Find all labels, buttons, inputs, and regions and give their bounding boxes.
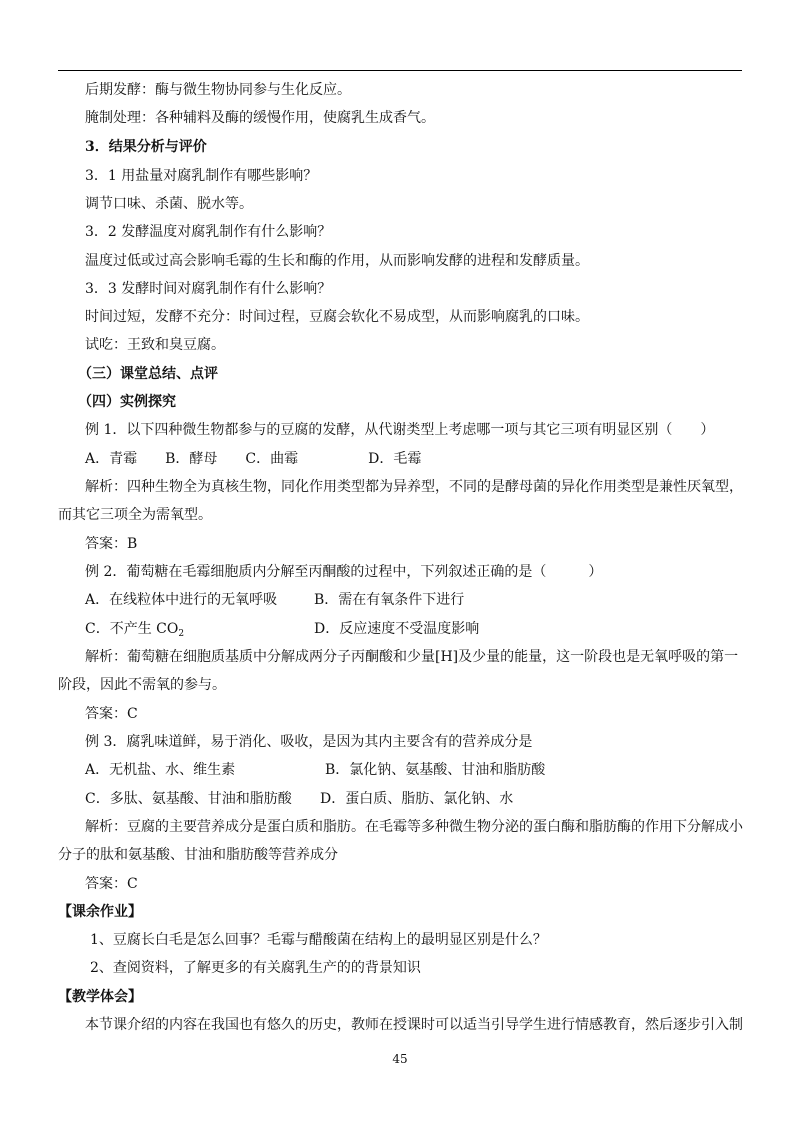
header-rule [58,70,742,71]
text-line: 解析：葡萄糖在细胞质基质中分解成两分子丙酮酸和少量[H]及少量的能量，这一阶段也是无氧呼吸的第一 [85,649,739,665]
text-line: 调节口味、杀菌、脱水等。 [85,196,253,212]
option-text: C．不产生 CO [85,621,179,637]
text-line: 分子的肽和氨基酸、甘油和脂肪酸等营养成分 [58,847,338,863]
text-line: 温度过低或过高会影响毛霉的生长和酶的作用，从而影响发酵的进程和发酵质量。 [85,253,589,269]
example-question: 例 2．葡萄糖在毛霉细胞质内分解至丙酮酸的过程中，下列叙述正确的是（ ） [85,564,603,580]
homework-item: 2、查阅资料，了解更多的有关腐乳生产的的背景知识 [90,960,421,976]
answer-options: A．青霉 B．酵母 C．曲霉 D．毛霉 [85,451,422,467]
example-question: 例 1．以下四种微生物都参与的豆腐的发酵，从代谢类型上考虑哪一项与其它三项有明显区别（ ） [85,422,715,438]
text-line: 本节课介绍的内容在我国也有悠久的历史，教师在授课时可以适当引导学生进行情感教育，然后逐步引入制 [85,1017,743,1033]
answer-option: A．在线粒体中进行的无氧呼吸 [85,592,278,608]
text-line: 阶段，因此不需氧的参与。 [58,677,226,693]
text-line: 时间过短，发酵不充分：时间过程，豆腐会软化不易成型，从而影响腐乳的口味。 [85,309,589,325]
text-line: 3．2 发酵温度对腐乳制作有什么影响？ [85,224,332,240]
subscript: 2 [178,629,185,639]
text-line: 后期发酵：酶与微生物协同参与生化反应。 [85,82,351,98]
text-line: 解析：豆腐的主要营养成分是蛋白质和脂肪。在毛霉等多种微生物分泌的蛋白酶和脂肪酶的作用下分解成小 [85,819,743,835]
answer-option: A．无机盐、水、维生素 [85,762,236,778]
text-line: 解析：四种生物全为真核生物，同化作用类型都为异养型，不同的是酵母菌的异化作用类型是兼性厌氧型， [85,479,743,495]
example-question: 例 3．腐乳味道鲜，易于消化、吸收，是因为其内主要含有的营养成分是 [85,734,533,750]
section-heading: （三）课堂总结、点评 [78,366,218,382]
answer-line: 答案：C [85,876,138,892]
text-line: 腌制处理：各种辅料及酶的缓慢作用，使腐乳生成香气。 [85,110,435,126]
answer-option: B．需在有氧条件下进行 [314,592,465,608]
answer-line: 答案：C [85,706,138,722]
section-heading: 【课余作业】 [58,904,142,920]
text-line: 3．1 用盐量对腐乳制作有哪些影响？ [85,168,318,184]
answer-option: C．多肽、氨基酸、甘油和脂肪酸 [85,791,292,807]
homework-item: 1、豆腐长白毛是怎么回事？毛霉与醋酸菌在结构上的最明显区别是什么？ [90,932,547,948]
text-line: 试吃：王致和臭豆腐。 [85,337,225,353]
section-heading: （四）实例探究 [78,394,176,410]
answer-option: B．氯化钠、氨基酸、甘油和脂肪酸 [325,762,546,778]
page-number: 45 [392,1052,408,1066]
text-line: 3．3 发酵时间对腐乳制作有什么影响？ [85,281,332,297]
answer-option [85,619,184,644]
answer-option: D．反应速度不受温度影响 [314,621,480,637]
text-line: 而其它三项全为需氧型。 [58,507,212,523]
section-heading: 3．结果分析与评价 [85,139,207,155]
section-heading: 【教学体会】 [58,989,142,1005]
answer-line: 答案：B [85,536,138,552]
answer-option: D．蛋白质、脂肪、氯化钠、水 [320,791,514,807]
